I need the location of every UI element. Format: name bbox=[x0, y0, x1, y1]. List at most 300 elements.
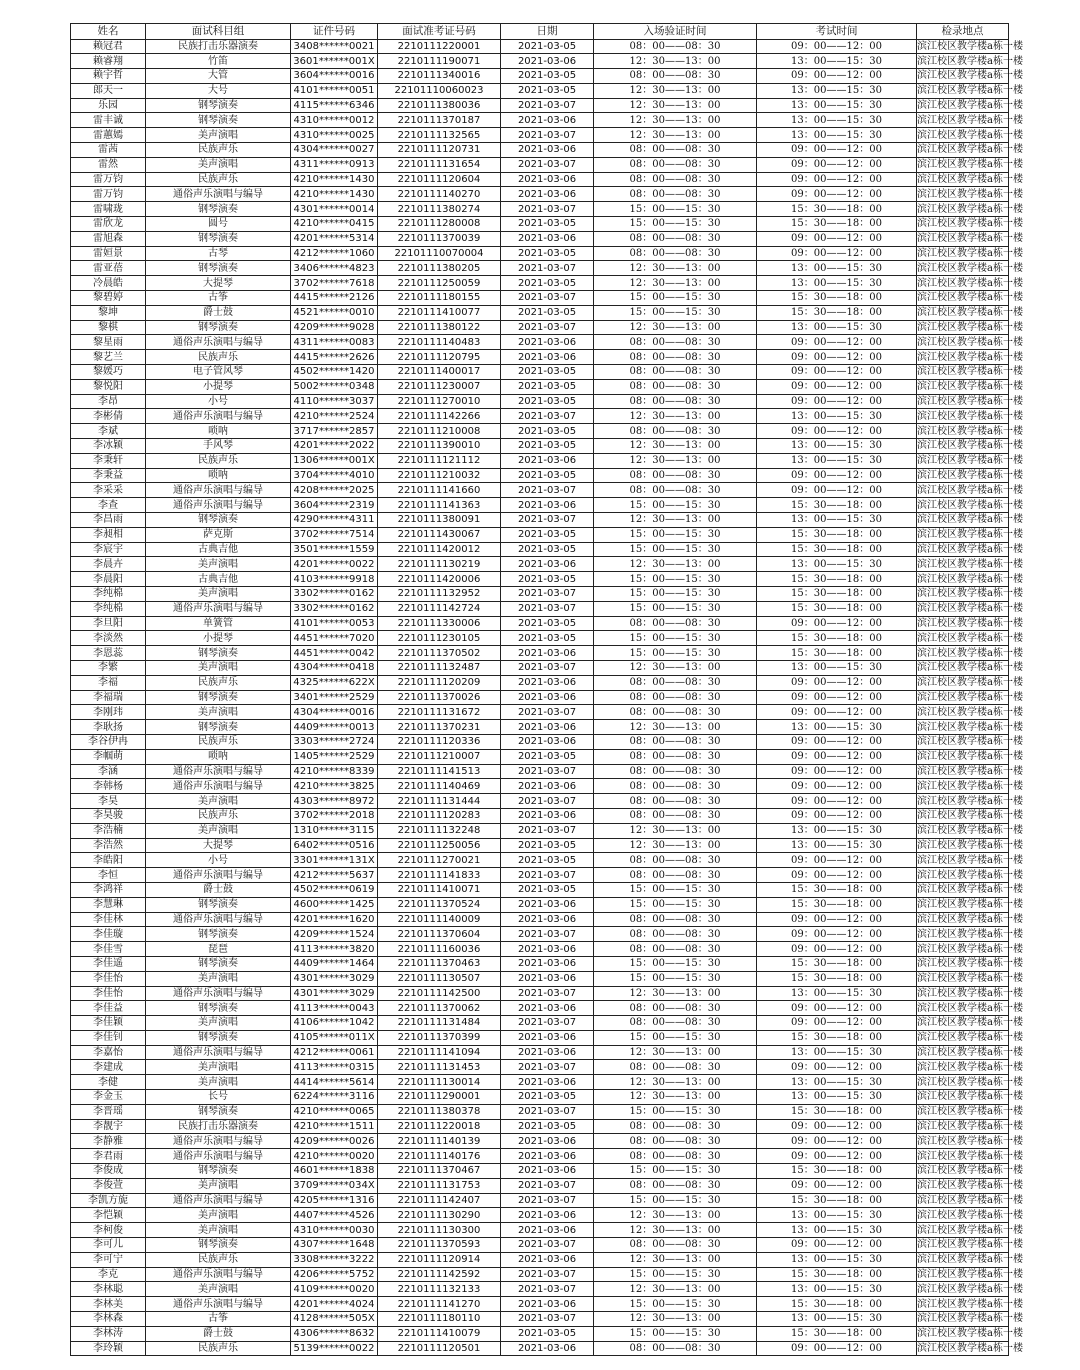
subject-cell: 钢琴演奏 bbox=[146, 897, 291, 912]
table-row bbox=[71, 320, 1009, 335]
exam-time-cell: 13：00——15：30 bbox=[757, 439, 917, 454]
admission-cell: 2210111380378 bbox=[378, 1104, 501, 1119]
table-row bbox=[71, 971, 1009, 986]
name-cell: 郎天一 bbox=[71, 83, 146, 98]
name-cell: 李佳颖 bbox=[71, 1016, 146, 1031]
subject-cell: 通俗声乐演唱与编导 bbox=[146, 1193, 291, 1208]
checkin-cell: 08：00——08：30 bbox=[594, 1149, 757, 1164]
subject-cell: 通俗声乐演唱与编导 bbox=[146, 187, 291, 202]
name-cell: 黎星雨 bbox=[71, 335, 146, 350]
admission-cell: 2210111131453 bbox=[378, 1060, 501, 1075]
name-cell: 李韩杨 bbox=[71, 779, 146, 794]
location-cell: 滨江校区教学楼a栋一楼 bbox=[917, 588, 1023, 600]
date-cell: 2021-03-07 bbox=[501, 660, 594, 675]
name-cell: 李可儿 bbox=[71, 1238, 146, 1253]
location-cell: 滨江校区教学楼a栋一楼 bbox=[917, 736, 1023, 748]
id-cell: 4210******3825 bbox=[291, 779, 378, 794]
date-cell: 2021-03-07 bbox=[501, 261, 594, 276]
table-row bbox=[71, 1297, 1009, 1312]
checkin-cell: 12：30——13：00 bbox=[594, 1208, 757, 1223]
location-cell: 滨江校区教学楼a栋一楼 bbox=[917, 543, 1023, 555]
admission-cell: 2210111131753 bbox=[378, 1178, 501, 1193]
name-cell: 李林涛 bbox=[71, 1326, 146, 1341]
subject-cell: 民族声乐 bbox=[146, 453, 291, 468]
checkin-cell: 08：00——08：30 bbox=[594, 1178, 757, 1193]
id-cell: 4209******9028 bbox=[291, 320, 378, 335]
checkin-cell: 08：00——08：30 bbox=[594, 1119, 757, 1134]
checkin-cell: 08：00——08：30 bbox=[594, 246, 757, 261]
table-row bbox=[71, 956, 1009, 971]
admission-cell: 2210111220001 bbox=[378, 39, 501, 54]
name-cell: 雷旭森 bbox=[71, 231, 146, 246]
exam-time-cell: 09：00——12：00 bbox=[757, 69, 917, 84]
date-cell: 2021-03-05 bbox=[501, 749, 594, 764]
exam-time-cell: 15：30——18：00 bbox=[757, 1104, 917, 1119]
admission-cell: 2210111140483 bbox=[378, 335, 501, 350]
exam-time-cell: 13：00——15：30 bbox=[757, 98, 917, 113]
name-cell: 赖宇哲 bbox=[71, 69, 146, 84]
table-row bbox=[71, 1193, 1009, 1208]
checkin-cell: 15：00——15：30 bbox=[594, 1326, 757, 1341]
checkin-cell: 15：00——15：30 bbox=[594, 956, 757, 971]
name-cell: 李健 bbox=[71, 1075, 146, 1090]
id-cell: 4113******3820 bbox=[291, 942, 378, 957]
checkin-cell: 12：30——13：00 bbox=[594, 98, 757, 113]
id-cell: 4210******2524 bbox=[291, 409, 378, 424]
exam-time-cell: 09：00——12：00 bbox=[757, 1134, 917, 1149]
admission-cell: 2210111131654 bbox=[378, 157, 501, 172]
header-location: 检录地点 bbox=[917, 24, 1009, 40]
location-cell: 滨江校区教学楼a栋一楼 bbox=[917, 248, 1023, 260]
name-cell: 李佳怡 bbox=[71, 971, 146, 986]
exam-time-cell: 15：30——18：00 bbox=[757, 572, 917, 587]
date-cell: 2021-03-05 bbox=[501, 424, 594, 439]
subject-cell: 竹笛 bbox=[146, 54, 291, 69]
location-cell: 滨江校区教学楼a栋一楼 bbox=[917, 1224, 1023, 1236]
location-cell: 滨江校区教学楼a栋一楼 bbox=[917, 351, 1023, 363]
date-cell: 2021-03-06 bbox=[501, 675, 594, 690]
name-cell: 李晨阳 bbox=[71, 572, 146, 587]
exam-time-cell: 09：00——12：00 bbox=[757, 1001, 917, 1016]
checkin-cell: 08：00——08：30 bbox=[594, 468, 757, 483]
name-cell: 乐园 bbox=[71, 98, 146, 113]
id-cell: 4106******1042 bbox=[291, 1016, 378, 1031]
name-cell: 李刚玮 bbox=[71, 705, 146, 720]
name-cell: 雷然 bbox=[71, 157, 146, 172]
checkin-cell: 15：00——15：30 bbox=[594, 217, 757, 232]
subject-cell: 古筝 bbox=[146, 291, 291, 306]
location-cell: 滨江校区教学楼a栋一楼 bbox=[917, 1298, 1023, 1310]
date-cell: 2021-03-07 bbox=[501, 794, 594, 809]
id-cell: 4325******622X bbox=[291, 675, 378, 690]
admission-cell: 2210111120914 bbox=[378, 1252, 501, 1267]
date-cell: 2021-03-06 bbox=[501, 942, 594, 957]
name-cell: 李克 bbox=[71, 1267, 146, 1282]
subject-cell: 民族打击乐器演奏 bbox=[146, 39, 291, 54]
checkin-cell: 08：00——08：30 bbox=[594, 394, 757, 409]
date-cell: 2021-03-07 bbox=[501, 320, 594, 335]
admission-cell: 2210111410077 bbox=[378, 305, 501, 320]
id-cell: 4105******011X bbox=[291, 1030, 378, 1045]
id-cell: 4407******4526 bbox=[291, 1208, 378, 1223]
checkin-cell: 12：30——13：00 bbox=[594, 1045, 757, 1060]
location-cell: 滨江校区教学楼a栋一楼 bbox=[917, 1269, 1023, 1281]
checkin-cell: 12：30——13：00 bbox=[594, 513, 757, 528]
id-cell: 3401******2529 bbox=[291, 690, 378, 705]
location-cell: 滨江校区教学楼a栋一楼 bbox=[917, 144, 1023, 156]
admission-cell: 2210111190071 bbox=[378, 54, 501, 69]
id-cell: 4210******1511 bbox=[291, 1119, 378, 1134]
location-cell: 滨江校区教学楼a栋一楼 bbox=[917, 987, 1023, 999]
admission-cell: 2210111130014 bbox=[378, 1075, 501, 1090]
date-cell: 2021-03-06 bbox=[501, 690, 594, 705]
subject-cell: 电子管风琴 bbox=[146, 365, 291, 380]
exam-time-cell: 15：30——18：00 bbox=[757, 1030, 917, 1045]
date-cell: 2021-03-05 bbox=[501, 468, 594, 483]
subject-cell: 爵士鼓 bbox=[146, 305, 291, 320]
date-cell: 2021-03-06 bbox=[501, 912, 594, 927]
subject-cell: 古典吉他 bbox=[146, 542, 291, 557]
subject-cell: 爵士鼓 bbox=[146, 882, 291, 897]
name-cell: 雷茜 bbox=[71, 143, 146, 158]
name-cell: 雷欣龙 bbox=[71, 217, 146, 232]
exam-time-cell: 13：00——15：30 bbox=[757, 409, 917, 424]
admission-cell: 2210111141833 bbox=[378, 868, 501, 883]
admission-cell: 2210111142266 bbox=[378, 409, 501, 424]
id-cell: 4101******0053 bbox=[291, 616, 378, 631]
date-cell: 2021-03-07 bbox=[501, 513, 594, 528]
date-cell: 2021-03-06 bbox=[501, 498, 594, 513]
checkin-cell: 08：00——08：30 bbox=[594, 39, 757, 54]
location-cell: 滨江校区教学楼a栋一楼 bbox=[917, 721, 1023, 733]
checkin-cell: 12：30——13：00 bbox=[594, 660, 757, 675]
admission-cell: 2210111210007 bbox=[378, 749, 501, 764]
location-cell: 滨江校区教学楼a栋一楼 bbox=[917, 1121, 1023, 1133]
id-cell: 3702******2018 bbox=[291, 808, 378, 823]
exam-time-cell: 09：00——12：00 bbox=[757, 1341, 917, 1356]
admission-cell: 2210111220018 bbox=[378, 1119, 501, 1134]
exam-time-cell: 13：00——15：30 bbox=[757, 128, 917, 143]
date-cell: 2021-03-06 bbox=[501, 971, 594, 986]
subject-cell: 美声演唱 bbox=[146, 971, 291, 986]
admission-cell: 2210111130219 bbox=[378, 557, 501, 572]
admission-cell: 2210111250056 bbox=[378, 838, 501, 853]
admission-cell: 2210111370187 bbox=[378, 113, 501, 128]
table-row bbox=[71, 157, 1009, 172]
id-cell: 3406******4823 bbox=[291, 261, 378, 276]
header-name: 姓名 bbox=[71, 24, 146, 40]
checkin-cell: 08：00——08：30 bbox=[594, 675, 757, 690]
name-cell: 李昊骏 bbox=[71, 808, 146, 823]
name-cell: 李林森 bbox=[71, 1312, 146, 1327]
header-subject-group: 面试科目组 bbox=[146, 24, 291, 40]
exam-time-cell: 09：00——12：00 bbox=[757, 187, 917, 202]
admission-cell: 2210111380036 bbox=[378, 98, 501, 113]
id-cell: 4113******0043 bbox=[291, 1001, 378, 1016]
admission-cell: 2210111420006 bbox=[378, 572, 501, 587]
checkin-cell: 12：30——13：00 bbox=[594, 453, 757, 468]
checkin-cell: 08：00——08：30 bbox=[594, 424, 757, 439]
checkin-cell: 08：00——08：30 bbox=[594, 749, 757, 764]
exam-time-cell: 09：00——12：00 bbox=[757, 794, 917, 809]
date-cell: 2021-03-07 bbox=[501, 986, 594, 1001]
admission-cell: 2210111141094 bbox=[378, 1045, 501, 1060]
checkin-cell: 08：00——08：30 bbox=[594, 231, 757, 246]
id-cell: 3717******2857 bbox=[291, 424, 378, 439]
checkin-cell: 12：30——13：00 bbox=[594, 1223, 757, 1238]
name-cell: 李柯俊 bbox=[71, 1223, 146, 1238]
admission-cell: 22101110070004 bbox=[378, 246, 501, 261]
id-cell: 4310******0025 bbox=[291, 128, 378, 143]
date-cell: 2021-03-06 bbox=[501, 646, 594, 661]
header-row bbox=[71, 24, 1009, 40]
name-cell: 李昂 bbox=[71, 394, 146, 409]
exam-time-cell: 13：00——15：30 bbox=[757, 320, 917, 335]
subject-cell: 美声演唱 bbox=[146, 705, 291, 720]
location-cell: 滨江校区教学楼a栋一楼 bbox=[917, 292, 1023, 304]
checkin-cell: 08：00——08：30 bbox=[594, 483, 757, 498]
checkin-cell: 08：00——08：30 bbox=[594, 853, 757, 868]
exam-time-cell: 09：00——12：00 bbox=[757, 616, 917, 631]
date-cell: 2021-03-06 bbox=[501, 1134, 594, 1149]
date-cell: 2021-03-07 bbox=[501, 409, 594, 424]
exam-time-cell: 13：00——15：30 bbox=[757, 1090, 917, 1105]
checkin-cell: 15：00——15：30 bbox=[594, 1267, 757, 1282]
admission-cell: 2210111290001 bbox=[378, 1090, 501, 1105]
table-row bbox=[71, 453, 1009, 468]
table-row bbox=[71, 409, 1009, 424]
subject-cell: 钢琴演奏 bbox=[146, 1238, 291, 1253]
id-cell: 3709******034X bbox=[291, 1178, 378, 1193]
name-cell: 李秉轩 bbox=[71, 453, 146, 468]
location-cell: 滨江校区教学楼a栋一楼 bbox=[917, 1195, 1023, 1207]
date-cell: 2021-03-06 bbox=[501, 113, 594, 128]
table-row bbox=[71, 1178, 1009, 1193]
location-cell: 滨江校区教学楼a栋一楼 bbox=[917, 366, 1023, 378]
name-cell: 李嘉怡 bbox=[71, 1045, 146, 1060]
name-cell: 李采采 bbox=[71, 483, 146, 498]
id-cell: 3303******2724 bbox=[291, 734, 378, 749]
id-cell: 4209******0026 bbox=[291, 1134, 378, 1149]
admission-cell: 2210111120604 bbox=[378, 172, 501, 187]
exam-time-cell: 09：00——12：00 bbox=[757, 172, 917, 187]
admission-cell: 2210111210032 bbox=[378, 468, 501, 483]
exam-time-cell: 15：30——18：00 bbox=[757, 897, 917, 912]
location-cell: 滨江校区教学楼a栋一楼 bbox=[917, 1076, 1023, 1088]
admission-cell: 2210111132565 bbox=[378, 128, 501, 143]
checkin-cell: 08：00——08：30 bbox=[594, 616, 757, 631]
header-checkin-time: 入场验证时间 bbox=[594, 24, 757, 40]
location-cell: 滨江校区教学楼a栋一楼 bbox=[917, 129, 1023, 141]
id-cell: 4415******2626 bbox=[291, 350, 378, 365]
table-row bbox=[71, 1045, 1009, 1060]
subject-cell: 钢琴演奏 bbox=[146, 513, 291, 528]
table-row bbox=[71, 1001, 1009, 1016]
id-cell: 4290******4311 bbox=[291, 513, 378, 528]
id-cell: 4201******5314 bbox=[291, 231, 378, 246]
location-cell: 滨江校区教学楼a栋一楼 bbox=[917, 1002, 1023, 1014]
location-cell: 滨江校区教学楼a栋一楼 bbox=[917, 1239, 1023, 1251]
location-cell: 滨江校区教学楼a栋一楼 bbox=[917, 381, 1023, 393]
name-cell: 李君雨 bbox=[71, 1149, 146, 1164]
location-cell: 滨江校区教学楼a栋一楼 bbox=[917, 1061, 1023, 1073]
table-row bbox=[71, 749, 1009, 764]
checkin-cell: 08：00——08：30 bbox=[594, 794, 757, 809]
admission-cell: 2210111370463 bbox=[378, 956, 501, 971]
table-row bbox=[71, 1075, 1009, 1090]
location-cell: 滨江校区教学楼a栋一楼 bbox=[917, 573, 1023, 585]
name-cell: 赖睿翔 bbox=[71, 54, 146, 69]
name-cell: 李恺颖 bbox=[71, 1208, 146, 1223]
checkin-cell: 12：30——13：00 bbox=[594, 1090, 757, 1105]
checkin-cell: 12：30——13：00 bbox=[594, 128, 757, 143]
name-cell: 李俊成 bbox=[71, 1164, 146, 1179]
date-cell: 2021-03-05 bbox=[501, 365, 594, 380]
table-row bbox=[71, 646, 1009, 661]
exam-time-cell: 13：00——15：30 bbox=[757, 823, 917, 838]
id-cell: 4601******1838 bbox=[291, 1164, 378, 1179]
checkin-cell: 12：30——13：00 bbox=[594, 54, 757, 69]
subject-cell: 琵琶 bbox=[146, 942, 291, 957]
checkin-cell: 15：00——15：30 bbox=[594, 542, 757, 557]
exam-time-cell: 13：00——15：30 bbox=[757, 986, 917, 1001]
date-cell: 2021-03-06 bbox=[501, 1075, 594, 1090]
id-cell: 3604******0016 bbox=[291, 69, 378, 84]
id-cell: 4301******3029 bbox=[291, 986, 378, 1001]
date-cell: 2021-03-05 bbox=[501, 542, 594, 557]
date-cell: 2021-03-07 bbox=[501, 1016, 594, 1031]
name-cell: 李浩楠 bbox=[71, 823, 146, 838]
subject-cell: 大提琴 bbox=[146, 838, 291, 853]
location-cell: 滨江校区教学楼a栋一楼 bbox=[917, 40, 1023, 52]
date-cell: 2021-03-05 bbox=[501, 616, 594, 631]
date-cell: 2021-03-06 bbox=[501, 1208, 594, 1223]
name-cell: 李昶相 bbox=[71, 527, 146, 542]
name-cell: 李查 bbox=[71, 498, 146, 513]
admission-cell: 2210111400017 bbox=[378, 365, 501, 380]
id-cell: 4210******0415 bbox=[291, 217, 378, 232]
date-cell: 2021-03-07 bbox=[501, 483, 594, 498]
table-row bbox=[71, 675, 1009, 690]
subject-cell: 古琴 bbox=[146, 246, 291, 261]
admission-cell: 2210111410079 bbox=[378, 1326, 501, 1341]
subject-cell: 美声演唱 bbox=[146, 660, 291, 675]
header-admission-number: 面试准考证号码 bbox=[378, 24, 501, 40]
exam-time-cell: 15：30——18：00 bbox=[757, 202, 917, 217]
table-row bbox=[71, 172, 1009, 187]
name-cell: 李帼萌 bbox=[71, 749, 146, 764]
table-row bbox=[71, 276, 1009, 291]
date-cell: 2021-03-06 bbox=[501, 1164, 594, 1179]
subject-cell: 钢琴演奏 bbox=[146, 720, 291, 735]
date-cell: 2021-03-05 bbox=[501, 527, 594, 542]
table-row bbox=[71, 882, 1009, 897]
table-row bbox=[71, 1252, 1009, 1267]
exam-time-cell: 09：00——12：00 bbox=[757, 483, 917, 498]
date-cell: 2021-03-05 bbox=[501, 217, 594, 232]
exam-time-cell: 15：30——18：00 bbox=[757, 601, 917, 616]
exam-time-cell: 09：00——12：00 bbox=[757, 690, 917, 705]
id-cell: 4502******1420 bbox=[291, 365, 378, 380]
subject-cell: 民族声乐 bbox=[146, 172, 291, 187]
id-cell: 4415******2126 bbox=[291, 291, 378, 306]
location-cell: 滨江校区教学楼a栋一楼 bbox=[917, 1047, 1023, 1059]
location-cell: 滨江校区教学楼a栋一楼 bbox=[917, 677, 1023, 689]
date-cell: 2021-03-05 bbox=[501, 1090, 594, 1105]
admission-cell: 2210111370502 bbox=[378, 646, 501, 661]
exam-time-cell: 15：30——18：00 bbox=[757, 971, 917, 986]
checkin-cell: 15：00——15：30 bbox=[594, 1297, 757, 1312]
subject-cell: 民族声乐 bbox=[146, 1341, 291, 1356]
id-cell: 3601******001X bbox=[291, 54, 378, 69]
checkin-cell: 15：00——15：30 bbox=[594, 291, 757, 306]
checkin-cell: 12：30——13：00 bbox=[594, 261, 757, 276]
subject-cell: 美声演唱 bbox=[146, 557, 291, 572]
table-row bbox=[71, 1238, 1009, 1253]
date-cell: 2021-03-06 bbox=[501, 350, 594, 365]
checkin-cell: 08：00——08：30 bbox=[594, 808, 757, 823]
date-cell: 2021-03-06 bbox=[501, 187, 594, 202]
exam-time-cell: 09：00——12：00 bbox=[757, 705, 917, 720]
checkin-cell: 12：30——13：00 bbox=[594, 1252, 757, 1267]
table-row bbox=[71, 734, 1009, 749]
location-cell: 滨江校区教学楼a栋一楼 bbox=[917, 691, 1023, 703]
id-cell: 4303******8972 bbox=[291, 794, 378, 809]
name-cell: 雷万钧 bbox=[71, 187, 146, 202]
subject-cell: 长号 bbox=[146, 1090, 291, 1105]
subject-cell: 通俗声乐演唱与编导 bbox=[146, 1045, 291, 1060]
name-cell: 李晨卉 bbox=[71, 557, 146, 572]
location-cell: 滨江校区教学楼a栋一楼 bbox=[917, 1091, 1023, 1103]
admission-cell: 2210111280008 bbox=[378, 217, 501, 232]
date-cell: 2021-03-07 bbox=[501, 98, 594, 113]
date-cell: 2021-03-06 bbox=[501, 143, 594, 158]
date-cell: 2021-03-06 bbox=[501, 54, 594, 69]
checkin-cell: 15：00——15：30 bbox=[594, 1193, 757, 1208]
admission-cell: 2210111420012 bbox=[378, 542, 501, 557]
location-cell: 滨江校区教学楼a栋一楼 bbox=[917, 751, 1023, 763]
id-cell: 4307******1648 bbox=[291, 1238, 378, 1253]
date-cell: 2021-03-06 bbox=[501, 1341, 594, 1356]
id-cell: 4212******0061 bbox=[291, 1045, 378, 1060]
date-cell: 2021-03-05 bbox=[501, 83, 594, 98]
exam-time-cell: 15：30——18：00 bbox=[757, 1193, 917, 1208]
id-cell: 3702******7514 bbox=[291, 527, 378, 542]
exam-time-cell: 13：00——15：30 bbox=[757, 838, 917, 853]
name-cell: 李繁 bbox=[71, 660, 146, 675]
id-cell: 4210******1430 bbox=[291, 172, 378, 187]
subject-cell: 美声演唱 bbox=[146, 586, 291, 601]
name-cell: 李靓宇 bbox=[71, 1119, 146, 1134]
location-cell: 滨江校区教学楼a栋一楼 bbox=[917, 973, 1023, 985]
subject-cell: 通俗声乐演唱与编导 bbox=[146, 986, 291, 1001]
id-cell: 4409******0013 bbox=[291, 720, 378, 735]
location-cell: 滨江校区教学楼a栋一楼 bbox=[917, 233, 1023, 245]
checkin-cell: 12：30——13：00 bbox=[594, 83, 757, 98]
subject-cell: 民族声乐 bbox=[146, 675, 291, 690]
id-cell: 4304******0027 bbox=[291, 143, 378, 158]
location-cell: 滨江校区教学楼a栋一楼 bbox=[917, 455, 1023, 467]
subject-cell: 钢琴演奏 bbox=[146, 1001, 291, 1016]
location-cell: 滨江校区教学楼a栋一楼 bbox=[917, 410, 1023, 422]
name-cell: 李恒 bbox=[71, 868, 146, 883]
date-cell: 2021-03-05 bbox=[501, 394, 594, 409]
admission-cell: 2210111132248 bbox=[378, 823, 501, 838]
exam-time-cell: 15：30——18：00 bbox=[757, 305, 917, 320]
name-cell: 李皓阳 bbox=[71, 853, 146, 868]
name-cell: 李纯棉 bbox=[71, 586, 146, 601]
exam-time-cell: 15：30——18：00 bbox=[757, 1326, 917, 1341]
